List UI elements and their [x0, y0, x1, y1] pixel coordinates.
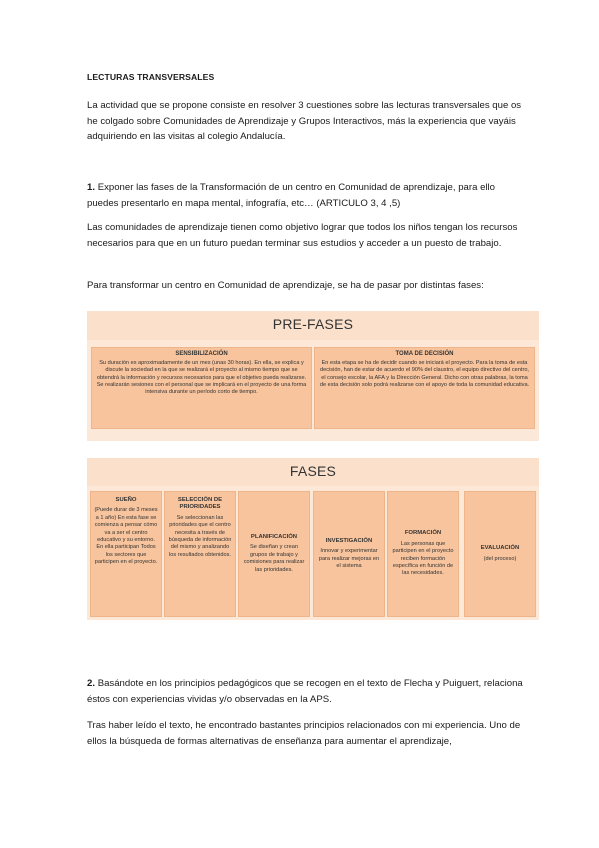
card-title: SUEÑO: [115, 497, 137, 503]
prefases-card-toma-de-decision: [314, 347, 535, 429]
fases-title: FASES: [289, 463, 337, 479]
question-1: [87, 180, 527, 211]
fases-card-sueno: [90, 491, 162, 617]
card-title: FORMACIÓN: [404, 530, 442, 537]
prefases-title: PRE-FASES: [272, 316, 354, 332]
card-body: (Puede durar de 3 meses a 1 año) En esta fase se comienza a pensar cómo va a ser el centro educativo y su entorno. En ella participan Todos los sectores que participen en el proyecto.: [94, 507, 158, 566]
question-1-number: 1.: [87, 182, 96, 193]
objective-paragraph: Las comunidades de aprendizaje tienen como objetivo lograr que todos los niños tengan los recursos necesarios para que en un futuro puedan terminar sus estudios y acceder a un puesto de trabajo.: [87, 222, 518, 249]
question-2: [87, 676, 527, 707]
card-title: SELECCIÓN DE PRIORIDADES: [177, 497, 223, 511]
prefases-card-sensibilizacion: [91, 347, 312, 429]
card-body: Se seleccionan las prioridades que el centro necesita a través de búsqueda de información del mismo y analizando los resultados obtenidos.: [168, 514, 232, 558]
fases-card-seleccion-de-prioridades: [164, 491, 236, 617]
card-title: INVESTIGACIÓN: [325, 537, 373, 544]
card-body: En esta etapa se ha de decidir cuando se iniciará el proyecto. Para la toma de esta decisión, han de estar de acuerdo el 90% del claustro, el equipo directivo del centro, el consejo escolar, la AFA y la Dirección General. Dicho con otras palabras, la toma de esta decisión solo podrá realizarse con el apoyo de toda la comunidad educativa.: [319, 360, 530, 388]
fases-card-planificacion: [238, 491, 310, 617]
fases-diagram: [87, 458, 539, 620]
question-1-text: Exponer las fases de la Transformación de un centro en Comunidad de aprendizaje, para ello puedes presentarlo en mapa mental, infografía, etc… (ARTICULO 3, 4 ,5): [87, 182, 496, 209]
card-body: Las personas que participen en el proyecto reciben formación específica en función de las necesidades.: [392, 540, 454, 577]
fases-card-formacion: [387, 491, 459, 617]
card-body: (del proceso): [483, 555, 517, 562]
question-2-number: 2.: [87, 678, 96, 689]
card-body: Innovar y experimentar para realizar mejoras en el sistema: [318, 548, 380, 569]
question-2-text: Basándote en los principios pedagógicos que se recogen en el texto de Flecha y Puiguert, relaciona éstos con experiencias vividas y/o observadas en la APS.: [87, 678, 523, 705]
card-body: Se diseñan y crean grupos de trabajo y comisiones para realizar las prioridades.: [243, 544, 305, 573]
card-title: EVALUACIÓN: [480, 545, 520, 552]
fases-card-investigacion: [313, 491, 385, 617]
document-heading: LECTURAS TRANSVERSALES: [87, 72, 215, 82]
intro-paragraph: La actividad que se propone consiste en resolver 3 cuestiones sobre las lecturas transversales que os he colgado sobre Comunidades de Aprendizaje y Grupos Interactivos, más la experiencia que vayáis adquiriendo en las visitas al colegio Andalucía.: [87, 100, 522, 142]
phases-intro-paragraph: Para transformar un centro en Comunidad de aprendizaje, se ha de pasar por distintas fases:: [87, 280, 484, 291]
card-title: SENSIBILIZACIÓN: [175, 351, 228, 357]
card-body: Su duración es aproximadamente de un mes (unas 30 horas). En ella, se explica y discute la sociedad en la que se realizará el proyecto al mismo tiempo que se obtendrá la información y recursos necesarios para que el objetivo pueda realizarse. Se realizarán sesiones con el personal que se implicará en el proyecto de una forma intensiva durante un período corto de tiempo.: [96, 360, 307, 396]
prefases-diagram: [87, 311, 539, 441]
answer-paragraph: Tras haber leído el texto, he encontrado bastantes principios relacionados con mi experiencia. Uno de ellos la búsqueda de formas alternativas de enseñanza para aumentar el aprendizaje,: [87, 720, 521, 747]
card-title: PLANIFICACIÓN: [250, 533, 298, 540]
card-title: TOMA DE DECISIÓN: [395, 351, 454, 357]
fases-card-evaluacion: [464, 491, 536, 617]
prefases-bottom-band: [87, 429, 539, 441]
